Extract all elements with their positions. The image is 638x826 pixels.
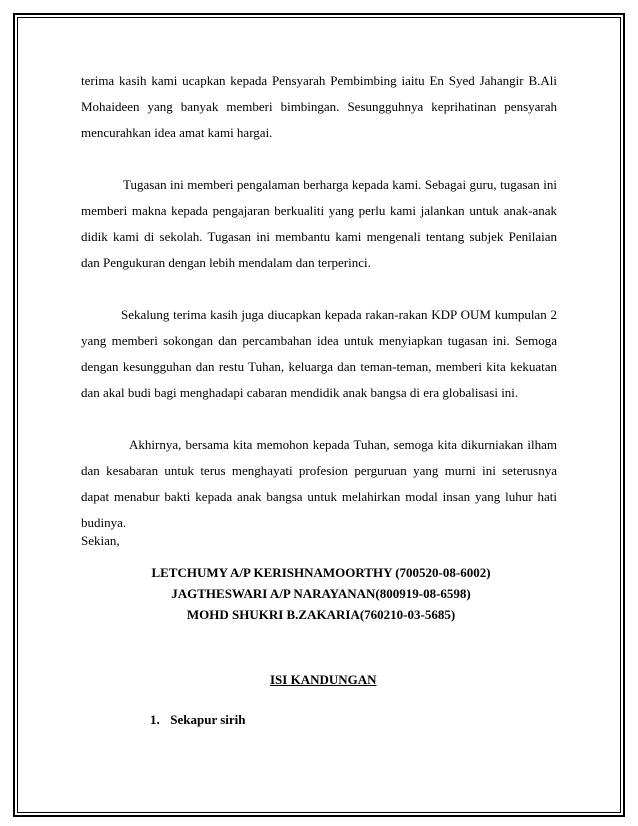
paragraph-acknowledgement-3: Sekalung terima kasih juga diucapkan kepada rakan-rakan KDP OUM kumpulan 2 yang memberi sokongan dan percambahan idea untuk menyiapkan tugasan ini. Semoga dengan kesungguhan dan restu Tuhan, keluarga dan teman-teman, memberi kita kekuatan dan akal budi bagi menghadapi cabaran mendidik anak bangsa di era globalisasi ini. — [81, 307, 557, 400]
paragraph-acknowledgement-1: terima kasih kami ucapkan kepada Pensyarah Pembimbing iaitu En Syed Jahangir B.Ali Mohaideen yang banyak memberi bimbingan. Sesungguhnya keprihatinan pensyarah mencurahkan idea amat kami hargai. — [81, 73, 557, 140]
paragraph-acknowledgement-2: Tugasan ini memberi pengalaman berharga kepada kami. Sebagai guru, tugasan ini memberi makna kepada pengajaran berkualiti yang perlu kami jalankan untuk anak-anak didik kami di sekolah. Tugasan ini membantu kami mengenali tentang subjek Penilaian dan Pengukuran dengan lebih mendalam dan terperinci. — [81, 177, 557, 270]
closing-salutation: Sekian, — [81, 533, 120, 548]
author-name: MOHD SHUKRI B.ZAKARIA(760210-03-5685) — [186, 607, 456, 622]
paragraph-acknowledgement-4: Akhirnya, bersama kita memohon kepada Tuhan, semoga kita dikurniakan ilham dan kesabaran untuk terus menghayati profesion perguruan yang murni ini seterusnya dapat menabur bakti kepada anak bangsa untuk melahirkan modal insan yang luhur hati budinya. — [81, 437, 557, 530]
table-of-contents-title: ISI KANDUNGAN — [270, 672, 377, 687]
table-of-contents-list — [150, 712, 246, 728]
paragraph-gap — [81, 146, 557, 172]
toc-item — [150, 712, 246, 728]
author-name: LETCHUMY A/P KERISHNAMOORTHY (700520-08-6002) — [151, 565, 491, 580]
toc-item-number: 1. — [150, 712, 160, 727]
document-body — [81, 68, 557, 536]
author-name: JAGTHESWARI A/P NARAYANAN(800919-08-6598) — [171, 586, 471, 601]
paragraph-gap — [81, 276, 557, 302]
toc-item-label: Sekapur sirih — [170, 712, 246, 727]
paragraph-gap — [81, 406, 557, 432]
